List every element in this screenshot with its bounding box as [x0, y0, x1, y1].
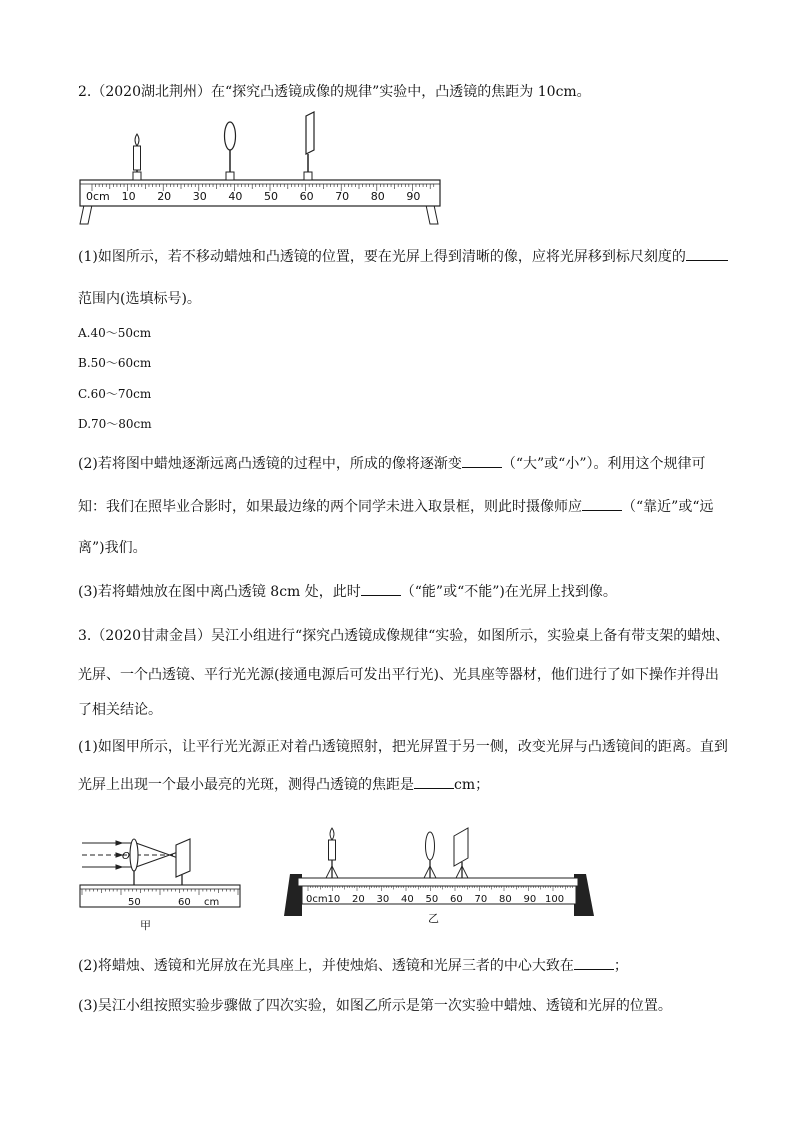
q2-part3	[78, 582, 617, 600]
q2-option-b: B.50～60cm	[78, 356, 152, 370]
answer-blank[interactable]	[574, 956, 614, 970]
ruler-tick-label: 40	[228, 190, 243, 203]
q2-option-c: C.60～70cm	[78, 387, 152, 401]
q3-stem-line2: 光屏、一个凸透镜、平行光光源(接通电源后可发出平行光)、光具座等器材，他们进行了如下操作并得出	[78, 667, 719, 683]
ruler-tick-label: 80	[370, 190, 385, 203]
q3-part2	[78, 956, 628, 974]
convex-lens-icon	[225, 122, 236, 180]
q2-option-a: A.40～50cm	[78, 326, 152, 340]
q3-stem-line3: 了相关结论。	[78, 702, 162, 718]
ruler-tick-label: 40	[401, 894, 414, 905]
lens-center-label: O	[122, 851, 130, 862]
q2-option-d: D.70～80cm	[78, 417, 152, 431]
jia-ruler-unit: cm	[204, 897, 220, 908]
ruler-tick-label: 60	[299, 190, 314, 203]
ruler-tick-label: 50	[264, 190, 278, 203]
convex-lens-icon	[424, 832, 436, 878]
light-screen-icon	[176, 839, 190, 885]
ruler-tick-label: 20	[352, 894, 365, 905]
answer-blank[interactable]	[686, 247, 728, 261]
ruler-tick-label: 50	[425, 894, 439, 905]
q3-part3: (3)吴江小组按照实验步骤做了四次实验，如图乙所示是第一次实验中蜡烛、透镜和光屏的位置。	[78, 998, 672, 1014]
ruler-tick-label: 20	[157, 190, 172, 203]
q2-left-leg	[80, 205, 92, 224]
q2-optical-bench-figure	[76, 110, 446, 225]
answer-blank[interactable]	[414, 775, 454, 789]
answer-blank[interactable]	[462, 454, 502, 468]
ruler-tick-label: 10	[121, 190, 136, 203]
q3-stem-line1: 3.（2020甘肃金昌）吴江小组进行“探究凸透镜成像规律“实验，如图所示，实验桌上备有带支架的蜡烛、	[78, 628, 730, 644]
yi-caption: 乙	[428, 912, 439, 925]
candle-icon	[133, 134, 141, 180]
ruler-tick-label: 70	[335, 190, 350, 203]
answer-blank[interactable]	[361, 582, 401, 596]
ruler-tick-label: 30	[192, 190, 207, 203]
ruler-tick-label: 30	[376, 894, 390, 905]
q3-part1-line1: (1)如图甲所示，让平行光光源正对着凸透镜照射，把光屏置于另一侧，改变光屏与凸透镜间的距离。直到	[78, 739, 728, 755]
jia-caption: 甲	[140, 919, 151, 932]
q3-part1-text-b: cm；	[454, 777, 490, 793]
ruler-tick-label: 90	[406, 190, 421, 203]
jia-tick-label: 60	[178, 897, 191, 908]
q2-part2-text-a: (2)若将图中蜡烛逐渐远离凸透镜的过程中，所成的像将逐渐变	[78, 456, 462, 472]
light-screen-icon	[454, 828, 468, 878]
q3-part2-text-b: ；	[613, 958, 628, 974]
q2-part2-line3: 离”)我们。	[78, 540, 147, 556]
q2-part3-text-a: (3)若将蜡烛放在图中离凸透镜 8cm 处，此时	[78, 584, 361, 600]
q2-part2-line2	[78, 497, 713, 515]
q2-part2-text-c: 知：我们在照毕业合影时，如果最边缘的两个同学未进入取景框，则此时摄像师应	[78, 499, 582, 515]
q3-part1-line2	[78, 775, 489, 793]
q2-ruler-unit: 0cm	[86, 190, 110, 203]
convex-lens-icon	[130, 839, 138, 885]
q2-right-leg	[426, 205, 438, 224]
ruler-tick-label: 100	[545, 894, 565, 905]
ruler-tick-label: 70	[474, 894, 488, 905]
q2-part1-text: (1)如图所示，若不移动蜡烛和凸透镜的位置，要在光屏上得到清晰的像，应将光屏移到标尺刻度的	[78, 249, 686, 265]
q2-part3-text-b: （“能”或“不能”)在光屏上找到像。	[400, 584, 617, 600]
q2-part1-line2: 范围内(选填标号)。	[78, 291, 201, 307]
q2-part2-line1	[78, 454, 705, 472]
ruler-tick-label: 90	[523, 894, 537, 905]
jia-tick-label: 50	[128, 897, 141, 908]
ruler-tick-label: 80	[499, 894, 512, 905]
ruler-tick-label: 10	[327, 894, 341, 905]
light-screen-icon	[304, 112, 314, 180]
answer-blank[interactable]	[582, 497, 622, 511]
q3-part1-text-a: 光屏上出现一个最小最亮的光斑，测得凸透镜的焦距是	[78, 777, 414, 793]
yi-ruler-unit: 0cm	[306, 894, 328, 905]
q3-figure-yi	[282, 826, 612, 926]
ruler-tick-label: 60	[450, 894, 463, 905]
q3-part2-text-a: (2)将蜡烛、透镜和光屏放在光具座上，并使烛焰、透镜和光屏三者的中心大致在	[78, 958, 574, 974]
q2-stem: 2.（2020湖北荆州）在“探究凸透镜成像的规律”实验中，凸透镜的焦距为 10cm。	[78, 84, 591, 100]
q2-part2-text-d: （“靠近”或“远	[622, 499, 714, 515]
candle-icon	[326, 828, 338, 878]
q2-ruler-labels	[122, 190, 421, 203]
yi-rail	[298, 878, 578, 886]
q2-part2-text-b: （“大”或“小”）。利用这个规律可	[501, 456, 706, 472]
q3-figure-jia	[76, 835, 246, 935]
q2-part1-line1	[78, 247, 728, 265]
